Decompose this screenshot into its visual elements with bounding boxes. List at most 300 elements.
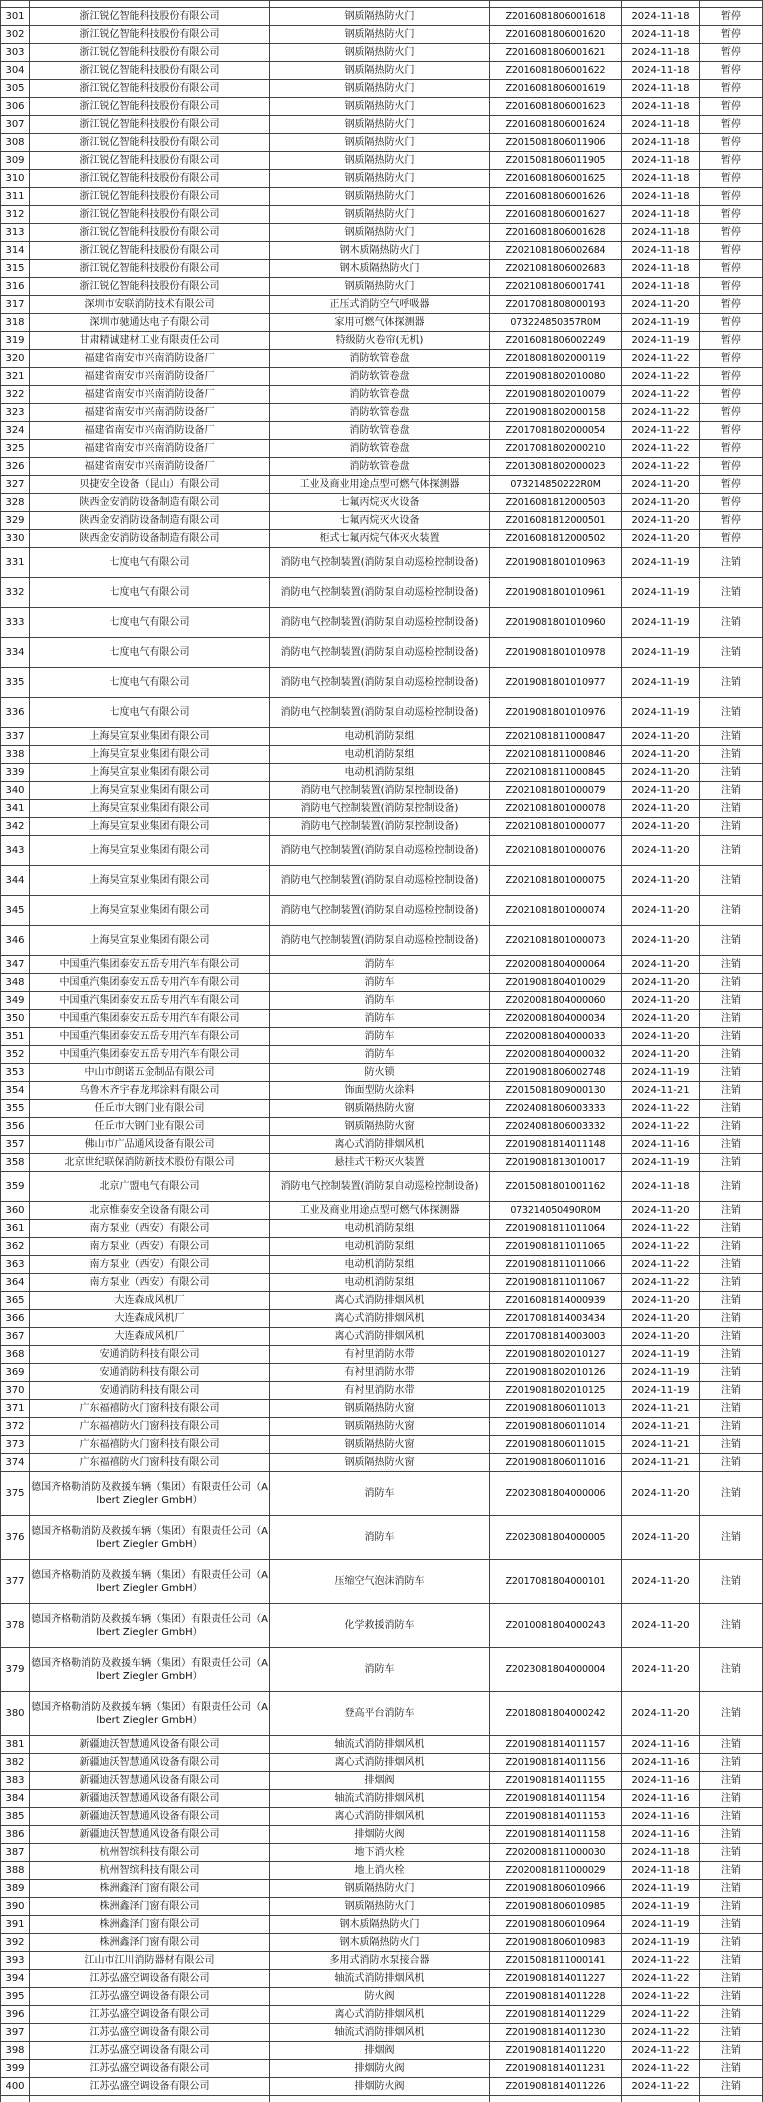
cell-status: 注销 bbox=[700, 1648, 763, 1691]
cell-certificate-no: Z2017081808000193 bbox=[490, 296, 622, 313]
table-row bbox=[0, 764, 763, 782]
table-row bbox=[0, 956, 763, 974]
cell-certificate-no: Z2018081802000119 bbox=[490, 350, 622, 367]
cell-status: 注销 bbox=[700, 1382, 763, 1399]
cell-status: 暂停 bbox=[700, 278, 763, 295]
cell-serial-no: 338 bbox=[0, 746, 30, 763]
table-row bbox=[0, 224, 763, 242]
table-row bbox=[0, 1516, 763, 1560]
cell-company-name: 新疆迪沃智慧通风设备有限公司 bbox=[30, 1826, 270, 1843]
cell-product-name: 电动机消防泵组 bbox=[270, 728, 490, 745]
cell-company-name: 浙江锐亿智能科技股份有限公司 bbox=[30, 116, 270, 133]
cell-serial-no: 318 bbox=[0, 314, 30, 331]
cell-serial-no: 331 bbox=[0, 548, 30, 577]
cell-serial-no: 381 bbox=[0, 1736, 30, 1753]
cell-serial-no: 320 bbox=[0, 350, 30, 367]
cell-company-name: 福建省南安市兴南消防设备厂 bbox=[30, 386, 270, 403]
cell-date: 2024-11-19 bbox=[622, 1934, 700, 1951]
cell-certificate-no: Z2016081806001627 bbox=[490, 206, 622, 223]
cell-certificate-no: Z2019081801010976 bbox=[490, 698, 622, 727]
partial-cell bbox=[30, 2096, 270, 2102]
cell-serial-no: 313 bbox=[0, 224, 30, 241]
table-row bbox=[0, 1328, 763, 1346]
cell-product-name: 电动机消防泵组 bbox=[270, 1238, 490, 1255]
cell-status: 注销 bbox=[700, 1844, 763, 1861]
cell-status: 注销 bbox=[700, 1202, 763, 1219]
cell-product-name: 钢木质隔热防火门 bbox=[270, 1934, 490, 1951]
cell-product-name: 消防软管卷盘 bbox=[270, 386, 490, 403]
table-row bbox=[0, 728, 763, 746]
cell-status: 注销 bbox=[700, 548, 763, 577]
cell-certificate-no: Z2019081814011229 bbox=[490, 2006, 622, 2023]
cell-status: 暂停 bbox=[700, 152, 763, 169]
table-row bbox=[0, 1916, 763, 1934]
cell-serial-no: 365 bbox=[0, 1292, 30, 1309]
cell-company-name: 福建省南安市兴南消防设备厂 bbox=[30, 422, 270, 439]
cell-status: 注销 bbox=[700, 2024, 763, 2041]
cell-serial-no: 345 bbox=[0, 896, 30, 925]
cell-product-name: 悬挂式干粉灭火装置 bbox=[270, 1154, 490, 1171]
cell-date: 2024-11-19 bbox=[622, 548, 700, 577]
cell-product-name: 排烟阀 bbox=[270, 1772, 490, 1789]
cell-company-name: 株洲鑫泽门窗有限公司 bbox=[30, 1880, 270, 1897]
cell-serial-no: 339 bbox=[0, 764, 30, 781]
cell-certificate-no: Z2019081814011156 bbox=[490, 1754, 622, 1771]
cell-serial-no: 351 bbox=[0, 1028, 30, 1045]
table-row bbox=[0, 1346, 763, 1364]
cell-serial-no: 396 bbox=[0, 2006, 30, 2023]
cell-status: 注销 bbox=[700, 1472, 763, 1515]
cell-product-name: 消防软管卷盘 bbox=[270, 458, 490, 475]
cell-status: 注销 bbox=[700, 1934, 763, 1951]
cell-company-name: 七度电气有限公司 bbox=[30, 608, 270, 637]
cell-serial-no: 312 bbox=[0, 206, 30, 223]
cell-date: 2024-11-19 bbox=[622, 1880, 700, 1897]
cell-certificate-no: 073214850222R0M bbox=[490, 476, 622, 493]
table-row bbox=[0, 1238, 763, 1256]
cell-company-name: 陕西金安消防设备制造有限公司 bbox=[30, 530, 270, 547]
cell-certificate-no: Z2019081802010126 bbox=[490, 1364, 622, 1381]
cell-status: 注销 bbox=[700, 1952, 763, 1969]
cell-date: 2024-11-18 bbox=[622, 26, 700, 43]
cell-status: 注销 bbox=[700, 926, 763, 955]
cell-certificate-no: Z2021081806002684 bbox=[490, 242, 622, 259]
cell-status: 注销 bbox=[700, 698, 763, 727]
cell-certificate-no: Z2016081812000501 bbox=[490, 512, 622, 529]
cell-company-name: 七度电气有限公司 bbox=[30, 668, 270, 697]
cell-company-name: 德国齐格勒消防及救援车辆（集团）有限责任公司（Albert Ziegler GmbH） bbox=[30, 1604, 270, 1647]
table-row bbox=[0, 1274, 763, 1292]
cell-certificate-no: Z2019081811011067 bbox=[490, 1274, 622, 1291]
cell-serial-no: 388 bbox=[0, 1862, 30, 1879]
cell-company-name: 福建省南安市兴南消防设备厂 bbox=[30, 458, 270, 475]
cell-certificate-no: Z2023081804000004 bbox=[490, 1648, 622, 1691]
cell-product-name: 钢质隔热防火窗 bbox=[270, 1400, 490, 1417]
cell-serial-no: 311 bbox=[0, 188, 30, 205]
cell-product-name: 钢质隔热防火门 bbox=[270, 170, 490, 187]
cell-certificate-no: Z2019081802010079 bbox=[490, 386, 622, 403]
cell-status: 暂停 bbox=[700, 26, 763, 43]
cell-status: 注销 bbox=[700, 668, 763, 697]
cell-company-name: 新疆迪沃智慧通风设备有限公司 bbox=[30, 1772, 270, 1789]
table-row bbox=[0, 458, 763, 476]
cell-company-name: 贝捷安全设备（昆山）有限公司 bbox=[30, 476, 270, 493]
cell-product-name: 压缩空气泡沫消防车 bbox=[270, 1560, 490, 1603]
cell-company-name: 中山市朗诺五金制品有限公司 bbox=[30, 1064, 270, 1081]
cell-company-name: 北京惟泰安全设备有限公司 bbox=[30, 1202, 270, 1219]
cell-certificate-no: Z2023081804000005 bbox=[490, 1516, 622, 1559]
cell-serial-no: 321 bbox=[0, 368, 30, 385]
cell-product-name: 离心式消防排烟风机 bbox=[270, 1310, 490, 1327]
cell-certificate-no: Z2021081801000077 bbox=[490, 818, 622, 835]
cell-status: 注销 bbox=[700, 1880, 763, 1897]
cell-certificate-no: Z2019081814011226 bbox=[490, 2078, 622, 2095]
cell-date: 2024-11-20 bbox=[622, 764, 700, 781]
cell-company-name: 江山市江川消防器材有限公司 bbox=[30, 1952, 270, 1969]
cell-certificate-no: Z2019081814011153 bbox=[490, 1808, 622, 1825]
cell-company-name: 广东福禧防火门窗科技有限公司 bbox=[30, 1454, 270, 1471]
cell-status: 暂停 bbox=[700, 494, 763, 511]
cell-status: 注销 bbox=[700, 1256, 763, 1273]
cell-company-name: 浙江锐亿智能科技股份有限公司 bbox=[30, 170, 270, 187]
table-row bbox=[0, 1202, 763, 1220]
table-row bbox=[0, 1934, 763, 1952]
cell-certificate-no: Z2021081811000845 bbox=[490, 764, 622, 781]
cell-date: 2024-11-20 bbox=[622, 782, 700, 799]
cell-company-name: 浙江锐亿智能科技股份有限公司 bbox=[30, 8, 270, 25]
cell-status: 注销 bbox=[700, 608, 763, 637]
table-row bbox=[0, 1064, 763, 1082]
cell-serial-no: 358 bbox=[0, 1154, 30, 1171]
cell-product-name: 七氟丙烷灭火设备 bbox=[270, 512, 490, 529]
table-row bbox=[0, 242, 763, 260]
cell-certificate-no: Z2019081811011065 bbox=[490, 1238, 622, 1255]
cell-status: 注销 bbox=[700, 1328, 763, 1345]
cell-certificate-no: Z2019081806010964 bbox=[490, 1916, 622, 1933]
cell-company-name: 北京广盟电气有限公司 bbox=[30, 1172, 270, 1201]
cell-serial-no: 306 bbox=[0, 98, 30, 115]
cell-serial-no: 325 bbox=[0, 440, 30, 457]
partial-cell bbox=[700, 2096, 763, 2102]
cell-company-name: 江苏弘盛空调设备有限公司 bbox=[30, 2078, 270, 2095]
cell-serial-no: 371 bbox=[0, 1400, 30, 1417]
cell-status: 注销 bbox=[700, 974, 763, 991]
cell-company-name: 中国重汽集团泰安五岳专用汽车有限公司 bbox=[30, 974, 270, 991]
cell-date: 2024-11-19 bbox=[622, 1382, 700, 1399]
table-row bbox=[0, 638, 763, 668]
cell-date: 2024-11-16 bbox=[622, 1826, 700, 1843]
cell-certificate-no: Z2024081806003333 bbox=[490, 1100, 622, 1117]
cell-company-name: 新疆迪沃智慧通风设备有限公司 bbox=[30, 1736, 270, 1753]
cell-product-name: 钢质隔热防火门 bbox=[270, 26, 490, 43]
cell-date: 2024-11-18 bbox=[622, 242, 700, 259]
cell-serial-no: 310 bbox=[0, 170, 30, 187]
cell-date: 2024-11-19 bbox=[622, 1364, 700, 1381]
cell-certificate-no: Z2017081802000054 bbox=[490, 422, 622, 439]
partial-cell bbox=[490, 1, 622, 7]
cell-certificate-no: 073214050490R0M bbox=[490, 1202, 622, 1219]
cell-company-name: 浙江锐亿智能科技股份有限公司 bbox=[30, 242, 270, 259]
cell-certificate-no: Z2019081814011157 bbox=[490, 1736, 622, 1753]
cell-status: 暂停 bbox=[700, 386, 763, 403]
cell-product-name: 柜式七氟丙烷气体灭火装置 bbox=[270, 530, 490, 547]
cell-serial-no: 360 bbox=[0, 1202, 30, 1219]
table-row bbox=[0, 1154, 763, 1172]
cell-company-name: 江苏弘盛空调设备有限公司 bbox=[30, 1988, 270, 2005]
cell-company-name: 安通消防科技有限公司 bbox=[30, 1382, 270, 1399]
table-row bbox=[0, 2060, 763, 2078]
cell-serial-no: 307 bbox=[0, 116, 30, 133]
cell-date: 2024-11-18 bbox=[622, 44, 700, 61]
table-row bbox=[0, 1292, 763, 1310]
cell-date: 2024-11-20 bbox=[622, 296, 700, 313]
cell-certificate-no: Z2021081806002683 bbox=[490, 260, 622, 277]
cell-status: 暂停 bbox=[700, 116, 763, 133]
cell-serial-no: 369 bbox=[0, 1364, 30, 1381]
cell-status: 暂停 bbox=[700, 62, 763, 79]
cell-serial-no: 398 bbox=[0, 2042, 30, 2059]
cell-certificate-no: Z2019081801010963 bbox=[490, 548, 622, 577]
cell-product-name: 钢质隔热防火门 bbox=[270, 8, 490, 25]
cell-status: 注销 bbox=[700, 638, 763, 667]
cell-product-name: 离心式消防排烟风机 bbox=[270, 1328, 490, 1345]
cell-serial-no: 367 bbox=[0, 1328, 30, 1345]
cell-date: 2024-11-22 bbox=[622, 2024, 700, 2041]
cell-serial-no: 301 bbox=[0, 8, 30, 25]
cell-company-name: 江苏弘盛空调设备有限公司 bbox=[30, 1970, 270, 1987]
cell-date: 2024-11-20 bbox=[622, 926, 700, 955]
cell-product-name: 轴流式消防排烟风机 bbox=[270, 2024, 490, 2041]
cell-certificate-no: Z2016081806001618 bbox=[490, 8, 622, 25]
cell-status: 注销 bbox=[700, 1082, 763, 1099]
cell-company-name: 中国重汽集团泰安五岳专用汽车有限公司 bbox=[30, 992, 270, 1009]
cell-serial-no: 368 bbox=[0, 1346, 30, 1363]
table-row bbox=[0, 2024, 763, 2042]
table-row bbox=[0, 1692, 763, 1736]
cell-certificate-no: Z2016081806001625 bbox=[490, 170, 622, 187]
cell-company-name: 陕西金安消防设备制造有限公司 bbox=[30, 494, 270, 511]
cell-status: 注销 bbox=[700, 1118, 763, 1135]
cell-product-name: 钢质隔热防火门 bbox=[270, 278, 490, 295]
cell-company-name: 南方泵业（西安）有限公司 bbox=[30, 1220, 270, 1237]
cell-date: 2024-11-20 bbox=[622, 476, 700, 493]
cell-product-name: 消防车 bbox=[270, 1028, 490, 1045]
cell-product-name: 钢质隔热防火窗 bbox=[270, 1436, 490, 1453]
cell-status: 注销 bbox=[700, 1436, 763, 1453]
table-row bbox=[0, 134, 763, 152]
cell-date: 2024-11-19 bbox=[622, 608, 700, 637]
cell-date: 2024-11-22 bbox=[622, 1970, 700, 1987]
cell-company-name: 陕西金安消防设备制造有限公司 bbox=[30, 512, 270, 529]
cell-status: 暂停 bbox=[700, 404, 763, 421]
cell-date: 2024-11-22 bbox=[622, 404, 700, 421]
cell-date: 2024-11-18 bbox=[622, 206, 700, 223]
cell-date: 2024-11-22 bbox=[622, 1100, 700, 1117]
cell-product-name: 消防电气控制装置(消防泵自动巡检控制设备) bbox=[270, 896, 490, 925]
table-row bbox=[0, 512, 763, 530]
cell-date: 2024-11-18 bbox=[622, 98, 700, 115]
cell-status: 注销 bbox=[700, 866, 763, 895]
table-row bbox=[0, 1118, 763, 1136]
table-row bbox=[0, 1172, 763, 1202]
cell-company-name: 七度电气有限公司 bbox=[30, 698, 270, 727]
cell-product-name: 消防电气控制装置(消防泵控制设备) bbox=[270, 818, 490, 835]
cell-company-name: 福建省南安市兴南消防设备厂 bbox=[30, 440, 270, 457]
table-row bbox=[0, 1844, 763, 1862]
cell-product-name: 钢质隔热防火门 bbox=[270, 224, 490, 241]
cell-certificate-no: Z2016081806001623 bbox=[490, 98, 622, 115]
cell-status: 注销 bbox=[700, 2060, 763, 2077]
table-row bbox=[0, 2006, 763, 2024]
cell-date: 2024-11-16 bbox=[622, 1790, 700, 1807]
cell-company-name: 杭州智缤科技有限公司 bbox=[30, 1844, 270, 1861]
cell-date: 2024-11-20 bbox=[622, 494, 700, 511]
cell-status: 注销 bbox=[700, 1292, 763, 1309]
cell-company-name: 德国齐格勒消防及救援车辆（集团）有限责任公司（Albert Ziegler GmbH） bbox=[30, 1560, 270, 1603]
cell-company-name: 南方泵业（西安）有限公司 bbox=[30, 1256, 270, 1273]
partial-cell bbox=[270, 2096, 490, 2102]
partial-row-bottom bbox=[0, 2096, 763, 2102]
cell-company-name: 浙江锐亿智能科技股份有限公司 bbox=[30, 224, 270, 241]
cell-certificate-no: Z2019081801010960 bbox=[490, 608, 622, 637]
table-row bbox=[0, 530, 763, 548]
table-row bbox=[0, 350, 763, 368]
table-row bbox=[0, 1736, 763, 1754]
cell-product-name: 消防电气控制装置(消防泵自动巡检控制设备) bbox=[270, 866, 490, 895]
cell-product-name: 登高平台消防车 bbox=[270, 1692, 490, 1735]
cell-serial-no: 315 bbox=[0, 260, 30, 277]
cell-serial-no: 329 bbox=[0, 512, 30, 529]
table-row bbox=[0, 386, 763, 404]
cell-product-name: 消防软管卷盘 bbox=[270, 422, 490, 439]
cell-serial-no: 380 bbox=[0, 1692, 30, 1735]
cell-product-name: 离心式消防排烟风机 bbox=[270, 1136, 490, 1153]
table-row bbox=[0, 608, 763, 638]
cell-date: 2024-11-18 bbox=[622, 260, 700, 277]
table-row bbox=[0, 818, 763, 836]
cell-certificate-no: Z2016081806002249 bbox=[490, 332, 622, 349]
cell-status: 注销 bbox=[700, 1100, 763, 1117]
cell-date: 2024-11-22 bbox=[622, 386, 700, 403]
cell-certificate-no: Z2019081806011013 bbox=[490, 1400, 622, 1417]
cell-serial-no: 366 bbox=[0, 1310, 30, 1327]
cell-date: 2024-11-16 bbox=[622, 1136, 700, 1153]
table-row bbox=[0, 260, 763, 278]
cell-status: 暂停 bbox=[700, 332, 763, 349]
cell-serial-no: 305 bbox=[0, 80, 30, 97]
cell-company-name: 南方泵业（西安）有限公司 bbox=[30, 1274, 270, 1291]
cell-status: 注销 bbox=[700, 1772, 763, 1789]
cell-date: 2024-11-20 bbox=[622, 1648, 700, 1691]
cell-serial-no: 393 bbox=[0, 1952, 30, 1969]
cell-date: 2024-11-22 bbox=[622, 458, 700, 475]
cell-serial-no: 356 bbox=[0, 1118, 30, 1135]
cell-serial-no: 364 bbox=[0, 1274, 30, 1291]
cell-serial-no: 387 bbox=[0, 1844, 30, 1861]
cell-company-name: 上海昊宣泵业集团有限公司 bbox=[30, 800, 270, 817]
cell-status: 注销 bbox=[700, 1220, 763, 1237]
cell-date: 2024-11-20 bbox=[622, 1046, 700, 1063]
cell-product-name: 消防软管卷盘 bbox=[270, 368, 490, 385]
table-row bbox=[0, 44, 763, 62]
table-row bbox=[0, 668, 763, 698]
table-row bbox=[0, 548, 763, 578]
cell-certificate-no: Z2015081809000130 bbox=[490, 1082, 622, 1099]
cell-serial-no: 375 bbox=[0, 1472, 30, 1515]
cell-status: 注销 bbox=[700, 1418, 763, 1435]
cell-status: 暂停 bbox=[700, 422, 763, 439]
cell-certificate-no: Z2017081814003434 bbox=[490, 1310, 622, 1327]
cell-status: 注销 bbox=[700, 2042, 763, 2059]
cell-certificate-no: Z2019081806002748 bbox=[490, 1064, 622, 1081]
cell-serial-no: 349 bbox=[0, 992, 30, 1009]
cell-date: 2024-11-21 bbox=[622, 1400, 700, 1417]
cell-date: 2024-11-19 bbox=[622, 578, 700, 607]
cell-date: 2024-11-16 bbox=[622, 1808, 700, 1825]
cell-product-name: 特级防火卷帘(无机) bbox=[270, 332, 490, 349]
cell-date: 2024-11-22 bbox=[622, 368, 700, 385]
cell-product-name: 正压式消防空气呼吸器 bbox=[270, 296, 490, 313]
cell-serial-no: 341 bbox=[0, 800, 30, 817]
cell-certificate-no: Z2015081806011906 bbox=[490, 134, 622, 151]
cell-product-name: 轴流式消防排烟风机 bbox=[270, 1736, 490, 1753]
table-row bbox=[0, 1010, 763, 1028]
cell-company-name: 株洲鑫泽门窗有限公司 bbox=[30, 1934, 270, 1951]
table-row bbox=[0, 1790, 763, 1808]
cell-product-name: 钢质隔热防火门 bbox=[270, 80, 490, 97]
partial-cell bbox=[622, 1, 700, 7]
cell-status: 暂停 bbox=[700, 530, 763, 547]
cell-company-name: 浙江锐亿智能科技股份有限公司 bbox=[30, 188, 270, 205]
cell-status: 暂停 bbox=[700, 134, 763, 151]
cell-certificate-no: Z2019081806011016 bbox=[490, 1454, 622, 1471]
cell-serial-no: 372 bbox=[0, 1418, 30, 1435]
table-row bbox=[0, 1952, 763, 1970]
cell-status: 注销 bbox=[700, 1136, 763, 1153]
cell-certificate-no: Z2019081806010983 bbox=[490, 1934, 622, 1951]
cell-date: 2024-11-20 bbox=[622, 1328, 700, 1345]
cell-certificate-no: Z2019081806011015 bbox=[490, 1436, 622, 1453]
cell-serial-no: 362 bbox=[0, 1238, 30, 1255]
cell-serial-no: 370 bbox=[0, 1382, 30, 1399]
cell-serial-no: 378 bbox=[0, 1604, 30, 1647]
table-row bbox=[0, 1454, 763, 1472]
cell-serial-no: 355 bbox=[0, 1100, 30, 1117]
cell-certificate-no: Z2019081814011158 bbox=[490, 1826, 622, 1843]
cell-serial-no: 359 bbox=[0, 1172, 30, 1201]
cell-product-name: 消防电气控制装置(消防泵自动巡检控制设备) bbox=[270, 1172, 490, 1201]
table-row bbox=[0, 896, 763, 926]
cell-serial-no: 392 bbox=[0, 1934, 30, 1951]
cell-product-name: 消防软管卷盘 bbox=[270, 440, 490, 457]
cell-company-name: 江苏弘盛空调设备有限公司 bbox=[30, 2006, 270, 2023]
cell-date: 2024-11-18 bbox=[622, 1172, 700, 1201]
cell-serial-no: 376 bbox=[0, 1516, 30, 1559]
cell-product-name: 有衬里消防水带 bbox=[270, 1364, 490, 1381]
table-row bbox=[0, 1310, 763, 1328]
cell-serial-no: 361 bbox=[0, 1220, 30, 1237]
cell-company-name: 深圳市驰通达电子有限公司 bbox=[30, 314, 270, 331]
cell-certificate-no: Z2019081801010978 bbox=[490, 638, 622, 667]
table-row bbox=[0, 1136, 763, 1154]
cell-date: 2024-11-18 bbox=[622, 170, 700, 187]
cell-certificate-no: Z2017081804000101 bbox=[490, 1560, 622, 1603]
cell-status: 注销 bbox=[700, 2078, 763, 2095]
cell-status: 注销 bbox=[700, 1790, 763, 1807]
cell-company-name: 上海昊宣泵业集团有限公司 bbox=[30, 896, 270, 925]
cell-product-name: 排烟防火阀 bbox=[270, 2078, 490, 2095]
cell-certificate-no: Z2017081802000210 bbox=[490, 440, 622, 457]
